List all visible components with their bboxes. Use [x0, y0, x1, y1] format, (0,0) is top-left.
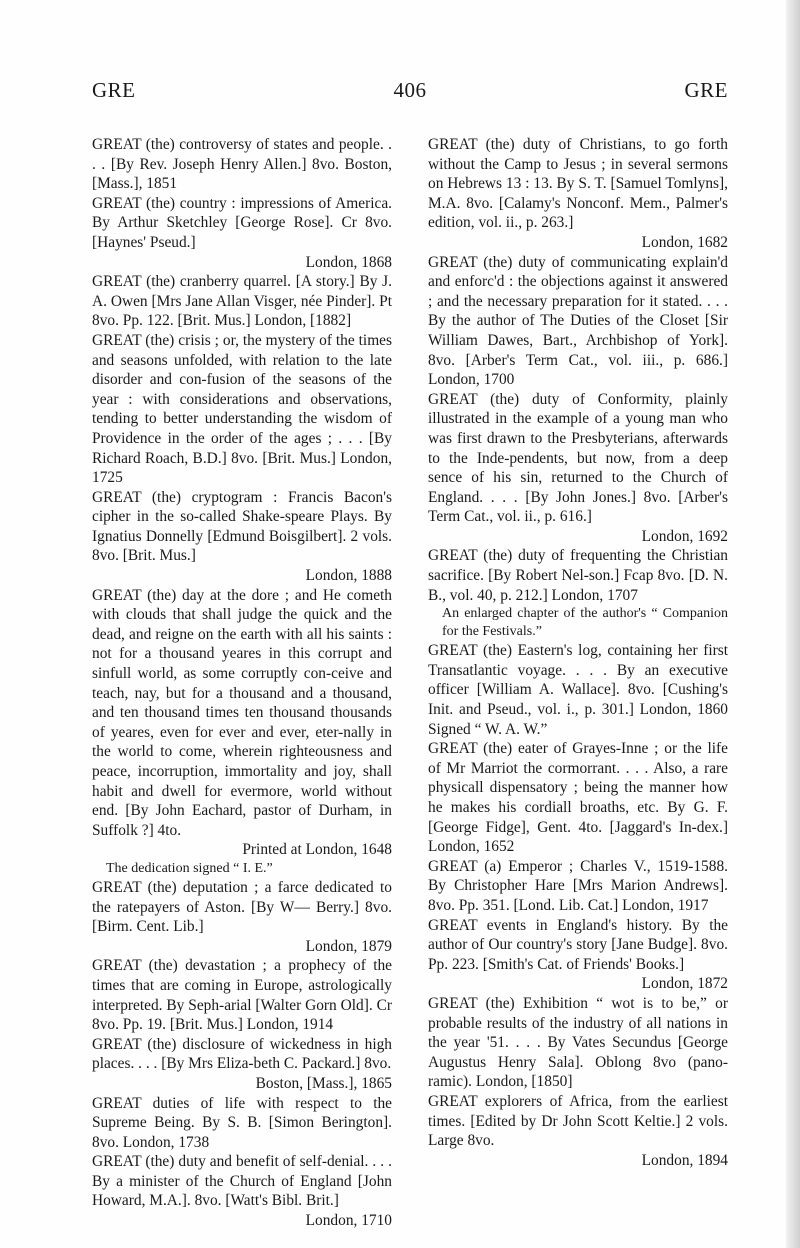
running-header	[92, 78, 728, 108]
entry-text: GREAT (the) devastation ; a prophecy of the times that are coming in Europe, astrologically interpreted. By Seph-arial [Walter Gorn Old]. Cr 8vo. Pp. 19. [Brit. Mus.] London, 1914	[92, 957, 392, 1034]
page-edge-shadow	[786, 0, 800, 1248]
header-left-keyword: GRE	[92, 78, 136, 102]
entry-text: GREAT (a) Emperor ; Charles V., 1519-1588. By Christopher Hare [Mrs Marion Andrews]. 8vo. Pp. 351. [Lond. Lib. Cat.] London, 1917	[428, 857, 728, 914]
bibliography-entry	[428, 135, 728, 253]
bibliography-entry	[428, 390, 728, 547]
bibliography-entry	[92, 331, 392, 488]
bibliography-entry	[92, 194, 392, 272]
bibliography-entry	[92, 272, 392, 331]
bibliography-entry	[92, 1152, 392, 1230]
entry-text: GREAT events in England's history. By the author of Our country's story [Jane Budge]. 8vo. Pp. 223. [Smith's Cat. of Friends' Books.]	[428, 916, 728, 973]
right-column	[428, 135, 728, 1170]
bibliography-entry	[428, 857, 728, 916]
bibliography-entry	[428, 916, 728, 994]
bibliography-entry	[428, 1092, 728, 1170]
bibliography-entry	[92, 878, 392, 956]
entry-text: GREAT explorers of Africa, from the earliest times. [Edited by Dr John Scott Keltie.] 2 vols. Large 8vo.	[428, 1092, 728, 1150]
entry-text: GREAT (the) deputation ; a farce dedicated to the ratepayers of Aston. [By W— Berry.] 8vo. [Birm. Cent. Lib.]	[92, 878, 392, 936]
entry-text: GREAT (the) duty of Conformity, plainly illustrated in the example of a young man who was first drawn to the Presbyterians, afterwards to the Inde-pendents, but now, from a deep sence of his sin, returned to the Church of England. . . . [By John Jones.] 8vo. [Arber's Term Cat., vol. ii., p. 616.]	[428, 390, 728, 526]
entry-text: GREAT (the) duty of Christians, to go forth without the Camp to Jesus ; in several sermons on Hebrews 13 : 13. By S. T. [Samuel Tomlyns], M.A. 8vo. [Calamy's Nonconf. Mem., Palmer's edition, vol. ii., p. 263.]	[428, 136, 728, 232]
entry-imprint: Printed at London, 1648	[242, 841, 392, 859]
entry-text: GREAT (the) crisis ; or, the mystery of the times and seasons unfolded, with relation to the late disorder and con-fusion of the seasons of the year : with considerations and observations, tending to better understanding the wisdom of Providence in the order of the ages ; . . . [By Richard Roach, B.D.] 8vo. [Brit. Mus.] London, 1725	[92, 331, 392, 487]
entry-text: GREAT (the) cryptogram : Francis Bacon's cipher in the so-called Shake-speare Plays. By Ignatius Donnelly [Edmund Boisgilbert]. 2 vols. 8vo. [Brit. Mus.]	[92, 488, 392, 565]
bibliography-entry	[428, 253, 728, 390]
entry-text: GREAT (the) day at the dore ; and He cometh with clouds that shall judge the quick and the dead, and reigne on the earth with all his saints : not for a thousand yeares in this corrupt and sinfull world, as some corruptly con-ceive and teach, nay, but for a thousand and a thousand, and ten thousand times ten thousand thousands of yeares, even for ever and ever, eter-nally in the world to come, wherein righteousness and peace, incorruption, immortality and joy, shall habit and dwell for evermore, world without end. [By John Eachard, pastor of Durham, in Suffolk ?] 4to.	[92, 586, 392, 839]
entry-text: GREAT (the) Exhibition “ wot is to be,” or probable results of the industry of all nations in the year '51. . . . By Vates Secundus [George Augustus Henry Sala]. Oblong 8vo (pano-ramic). London, [1850]	[428, 994, 728, 1091]
entry-imprint: London, 1879	[305, 937, 392, 955]
bibliography-entry	[428, 994, 728, 1092]
page-number: 406	[393, 78, 427, 102]
entry-text: GREAT (the) controversy of states and people. . . . [By Rev. Joseph Henry Allen.] 8vo. Boston, [Mass.], 1851	[92, 136, 392, 193]
entry-text: GREAT (the) country : impressions of America. By Arthur Sketchley [George Rose]. Cr 8vo. [Haynes' Pseud.]	[92, 194, 392, 251]
header-right-keyword: GRE	[684, 78, 728, 102]
bibliography-entry	[92, 135, 392, 194]
entry-text: GREAT (the) duty of communicating explain'd and enforc'd : the objections against it answered ; and the necessary preparation for it stated. . . . By the author of The Duties of the Closet [Sir William Dawes, Bart., Archbishop of York]. 8vo. [Arber's Term Cat., vol. iii., p. 686.] London, 1700	[428, 253, 728, 389]
left-column	[92, 135, 392, 1231]
entry-imprint: London, 1888	[305, 567, 392, 585]
entry-text: GREAT duties of life with respect to the Supreme Being. By S. B. [Simon Berington]. 8vo. London, 1738	[92, 1094, 392, 1151]
bibliography-entry	[428, 546, 728, 605]
bibliography-entry	[92, 1035, 392, 1094]
entry-text: GREAT (the) eater of Grayes-Inne ; or the life of Mr Marriot the cormorrant. . . . Also, a rare physicall dispensatory ; being the manner how he makes his cordiall broaths, etc. By G. F. [George Fidge], Gent. 4to. [Jaggard's In-dex.] London, 1652	[428, 740, 728, 856]
bibliography-entry	[92, 956, 392, 1034]
entry-imprint: London, 1868	[305, 253, 392, 271]
bibliography-entry	[92, 586, 392, 860]
entry-text: GREAT (the) disclosure of wickedness in high places. . . . [By Mrs Eliza-beth C. Packard.] 8vo.	[92, 1035, 392, 1073]
entry-imprint: London, 1682	[641, 233, 728, 251]
bibliography-entry	[428, 641, 728, 739]
entry-imprint: London, 1710	[305, 1212, 392, 1230]
entry-text: GREAT (the) Eastern's log, containing her first Transatlantic voyage. . . . By an executive officer [William A. Wallace]. 8vo. [Cushing's Init. and Pseud., vol. i., p. 301.] London, 1860 Signed “ W. A. W.”	[428, 642, 728, 738]
bibliography-entry	[428, 739, 728, 857]
entry-text: GREAT (the) duty of frequenting the Christian sacrifice. [By Robert Nel-son.] Fcap 8vo. [D. N. B., vol. 40, p. 212.] London, 1707	[428, 547, 728, 604]
entry-imprint: Boston, [Mass.], 1865	[255, 1074, 392, 1092]
bibliography-entry	[92, 488, 392, 586]
entry-text: GREAT (the) cranberry quarrel. [A story.] By J. A. Owen [Mrs Jane Allan Visger, née Pinder]. Pt 8vo. Pp. 122. [Brit. Mus.] London, [1882]	[92, 273, 392, 330]
entry-imprint: London, 1894	[641, 1151, 728, 1169]
entry-text: GREAT (the) duty and benefit of self-denial. . . . By a minister of the Church of England [John Howard, M.A.]. 8vo. [Watt's Bibl. Brit.]	[92, 1153, 392, 1210]
entry-imprint: London, 1692	[641, 527, 728, 545]
entry-note: The dedication signed “ I. E.”	[106, 860, 273, 876]
entry-note: An enlarged chapter of the author's “ Companion for the Festivals.”	[442, 606, 728, 640]
entry-imprint: London, 1872	[641, 975, 728, 993]
bibliography-entry	[92, 1094, 392, 1153]
